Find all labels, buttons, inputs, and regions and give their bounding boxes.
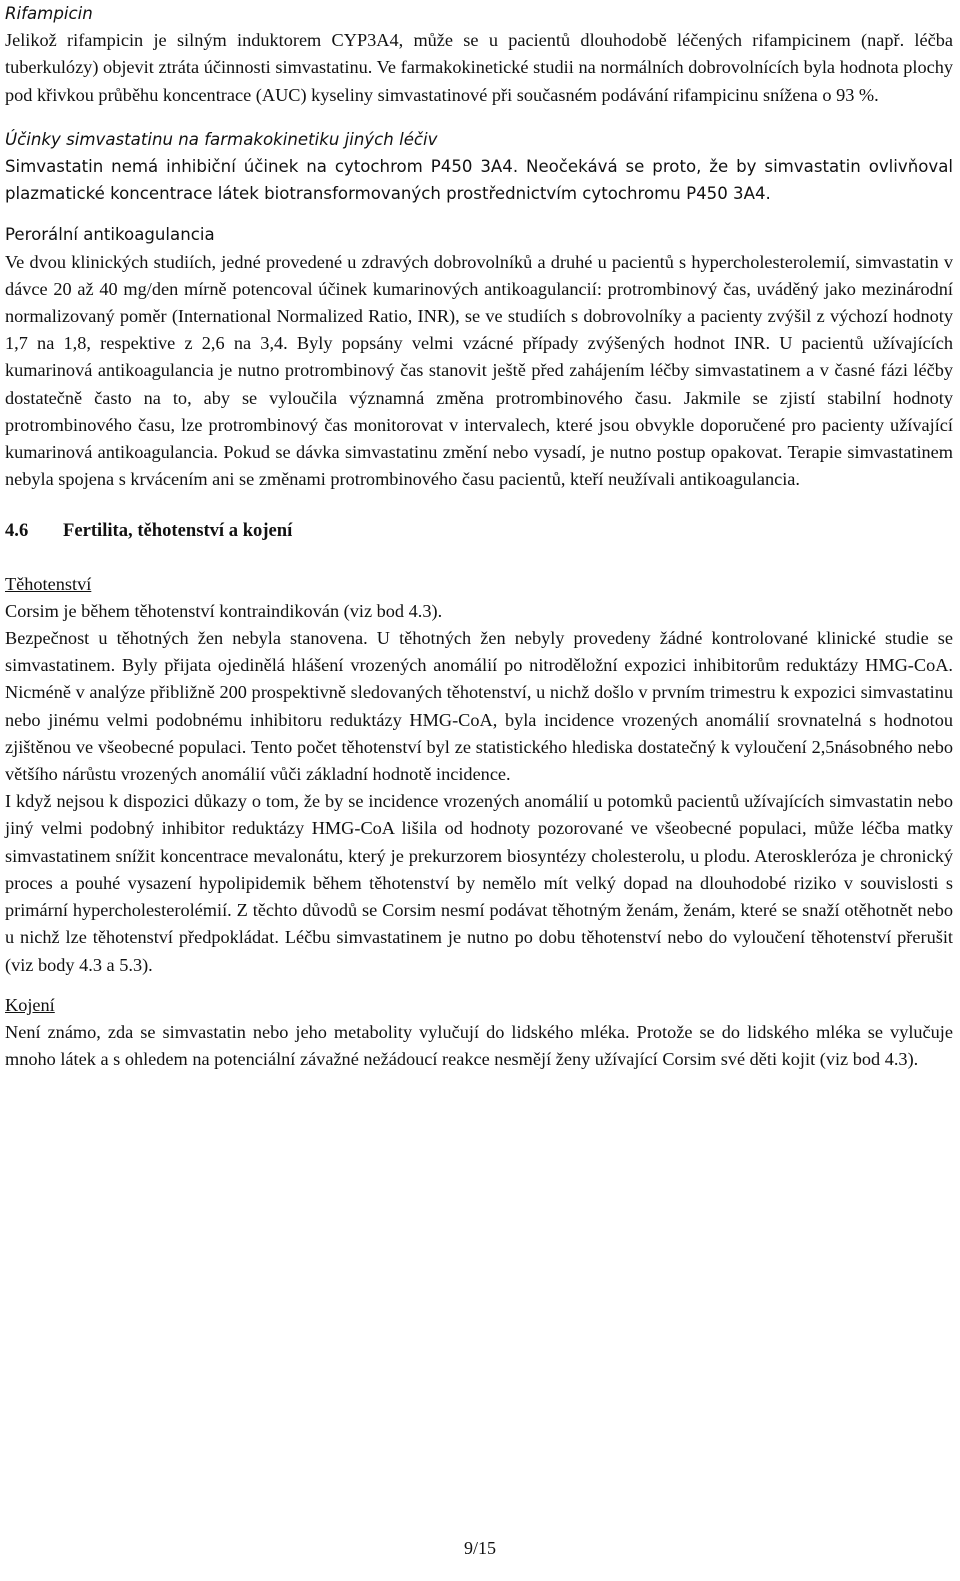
breastfeeding-paragraph: Není známo, zda se simvastatin nebo jeho metabolity vylučují do lidského mléka. Protože se do lidského mléka se vylučuje mnoho látek a s ohledem na potenciální závažné nežádoucí reakce nesmějí ženy užívající Corsim své děti kojit (viz bod 4.3). (5, 1021, 953, 1070)
pregnancy-line-1: Corsim je během těhotenství kontraindikován (viz bod 4.3). (5, 600, 443, 621)
breastfeeding-heading (5, 992, 953, 1019)
spacer (5, 545, 953, 571)
effects-heading: Účinky simvastatinu na farmakokinetiku jiných léčiv (5, 129, 438, 149)
anticoagulants-paragraph: Ve dvou klinických studiích, jedné provedené u zdravých dobrovolníků a druhé u pacientů s hypercholesterolemií, simvastatin v dávce 20 až 40 mg/den mírně potencoval účinek kumarinových antikoagulancií: protrombinový čas, uváděný jako mezinárodní normalizovaný poměr (International Normalized Ratio, INR), se ve studiích s dobrovolníky a pacienty zvýšil z výchozí hodnoty 1,7 na 1,8, respektive z 2,6 na 3,4. Byly popsány velmi vzácné případy zvýšených hodnot INR. U pacientů užívajících kumarinová antikoagulancia je nutno protrombinový čas stanovit ještě před zahájením léčby simvastatinem a v časné fázi léčby dostatečně často na to, aby se vyloučila významná změna protrombinového času. Jakmile se zjistí stabilní hodnoty protrombinového času, lze protrombinový čas monitorovat v intervalech, které jsou obvykle doporučené pro pacienty užívající kumarinová antikoagulancia. Pokud se dávka simvastatinu změní nebo vysadí, je nutno postup opakovat. Terapie simvastatinem nebyla spojena s krvácením ani se změnami protrombinového času pacientů, kteří neužívali antikoagulancia. (5, 251, 953, 490)
pregnancy-paragraph-2: I když nejsou k dispozici důkazy o tom, že by se incidence vrozených anomálií u potomků pacientů užívajících simvastatin nebo jiný velmi podobný inhibitor reduktázy HMG-CoA lišila od hodnoty pozorované ve všeobecné populaci, může léčba matky simvastatinem snížit koncentrace mevalonátu, který je prekurzorem biosyntézy cholesterolu, u plodu. Ateroskleróza je chronický proces a pouhé vysazení hypolipidemik během těhotenství by nemělo mít velký dopad na dlouhodobé riziko v souvislosti s primární hypercholesterolémií. Z těchto důvodů se Corsim nesmí podávat těhotným ženám, ženám, které se snaží otěhotnět nebo u nichž lze těhotenství předpokládat. Léčbu simvastatinem je nutno po dobu těhotenství nebo do vyloučení těhotenství přerušit (viz body 4.3 a 5.3). (5, 791, 953, 975)
section-number: 4.6 (5, 520, 29, 542)
page-number: 9/15 (463, 1538, 496, 1558)
spacer (5, 493, 953, 517)
spacer (5, 109, 953, 126)
spacer (5, 207, 953, 221)
pregnancy-paragraph-1: Bezpečnost u těhotných žen nebyla stanovena. U těhotných žen nebyly provedeny žádné kontrolované klinické studie se simvastatinem. Byly přijata ojedinělá hlášení vrozených anomálií po nitroděložní expozici inhibitorům reduktázy HMG-CoA. Nicméně v analýze přibližně 200 prospektivně sledovaných těhotenství, u nichž došlo v prvním trimestru k expozici simvastatinu nebo jinému velmi podobnému inhibitoru reduktázy HMG-CoA, byla incidence vrozených anomálií srovnatelná s hodnotou zjištěnou ve všeobecné populaci. Tento počet těhotenství byl ze statistického hlediska dostatečný k vyloučení 2,5násobného nebo většího nárůstu vrozených anomálií vůči základní hodnotě incidence. (5, 628, 953, 785)
effects-paragraph: Simvastatin nemá inhibiční účinek na cytochrom P450 3A4. Neočekává se proto, že by simvastatin ovlivňoval plazmatické koncentrace látek biotransformovaných prostřednictvím cytochromu P450 3A4. (5, 157, 953, 204)
pregnancy-heading-text: Těhotenství (5, 573, 92, 594)
spacer (5, 979, 953, 992)
breastfeeding-heading-text: Kojení (5, 994, 55, 1015)
section-title: Fertilita, těhotenství a kojení (63, 520, 293, 542)
section-heading-4-6 (5, 517, 953, 544)
pregnancy-heading (5, 571, 953, 598)
rifampicin-paragraph: Jelikož rifampicin je silným induktorem CYP3A4, může se u pacientů dlouhodobě léčených rifampicinem (např. léčba tuberkulózy) objevit ztráta účinnosti simvastatinu. Ve farmakokinetické studii na normálních dobrovolnících byla hodnota plochy pod křivkou průběhu koncentrace (AUC) kyseliny simvastatinové při současném podávání rifampicinu snížena o 93 %. (5, 30, 953, 105)
rifampicin-heading: Rifampicin (5, 4, 93, 23)
document-content (5, 0, 953, 1073)
anticoagulants-heading: Perorální antikoagulancia (5, 225, 215, 245)
